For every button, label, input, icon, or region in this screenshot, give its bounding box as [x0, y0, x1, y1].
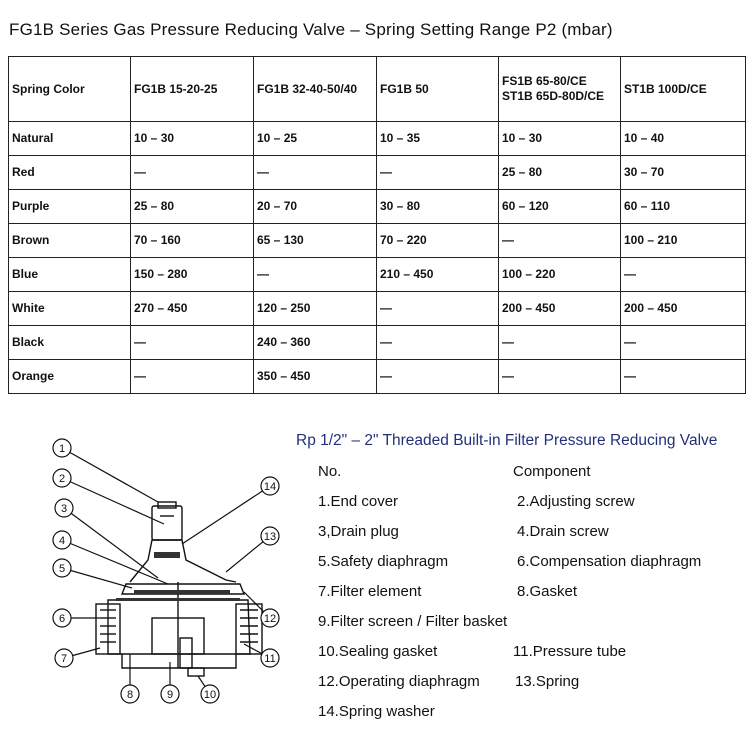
callout-number: 8	[126, 689, 134, 701]
callout-leader	[64, 508, 158, 578]
range-cell: 70 – 160	[131, 224, 254, 258]
callout-number: 9	[166, 689, 174, 701]
spring-color-cell: Black	[9, 326, 131, 360]
header-fs1b-st1b-65-80: FS1B 65-80/CE ST1B 65D-80D/CE	[499, 57, 621, 122]
callout-number: 11	[264, 653, 276, 665]
range-cell: 10 – 30	[499, 122, 621, 156]
table-row	[9, 122, 746, 156]
table-row	[9, 258, 746, 292]
range-cell: —	[499, 360, 621, 394]
legend-item: 10.Sealing gasket	[318, 643, 438, 660]
range-cell: 10 – 30	[131, 122, 254, 156]
range-cell: 10 – 25	[254, 122, 377, 156]
range-cell: —	[377, 156, 499, 190]
callout-leader	[62, 568, 132, 588]
legend-item: 6.Compensation diaphragm	[517, 553, 702, 570]
range-cell: 65 – 130	[254, 224, 377, 258]
table-row	[9, 224, 746, 258]
spring-color-cell: Natural	[9, 122, 131, 156]
range-cell: 25 – 80	[499, 156, 621, 190]
range-cell: 60 – 120	[499, 190, 621, 224]
callout-number: 12	[263, 613, 277, 625]
table-row	[9, 360, 746, 394]
range-cell: —	[499, 224, 621, 258]
table-body	[9, 122, 746, 394]
legend-item: 8.Gasket	[517, 583, 578, 600]
legend-item: 9.Filter screen / Filter basket	[318, 613, 508, 630]
range-cell: 100 – 210	[621, 224, 746, 258]
legend-item: 5.Safety diaphragm	[318, 553, 449, 570]
range-cell: —	[377, 360, 499, 394]
spring-color-cell: Blue	[9, 258, 131, 292]
end-cover-shape	[152, 506, 182, 540]
spring-range-table	[8, 56, 746, 394]
legend-header-no: No.	[318, 463, 342, 480]
callout-leader	[62, 478, 164, 524]
spring-color-cell: White	[9, 292, 131, 326]
range-cell: 30 – 70	[621, 156, 746, 190]
range-cell: —	[621, 258, 746, 292]
callout-number: 4	[58, 535, 66, 547]
range-cell: 240 – 360	[254, 326, 377, 360]
table-row	[9, 190, 746, 224]
spring-color-cell: Purple	[9, 190, 131, 224]
legend-header-component: Component	[513, 463, 591, 480]
spring-color-cell: Red	[9, 156, 131, 190]
range-cell: 10 – 35	[377, 122, 499, 156]
bonnet-shape	[130, 540, 236, 582]
legend-item: 1.End cover	[318, 493, 399, 510]
callout-number: 1	[58, 443, 66, 455]
legend-item: 7.Filter element	[318, 583, 422, 600]
header-st1b-100d: ST1B 100D/CE	[621, 57, 746, 122]
legend-item: 14.Spring washer	[318, 703, 435, 720]
legend-title: Rp 1/2" – 2" Threaded Built-in Filter Pressure Reducing Valve	[296, 432, 718, 449]
range-cell: 20 – 70	[254, 190, 377, 224]
table-row	[9, 326, 746, 360]
range-cell: 270 – 450	[131, 292, 254, 326]
callout-number: 14	[263, 481, 277, 493]
header-spring-color: Spring Color	[9, 57, 131, 122]
range-cell: 150 – 280	[131, 258, 254, 292]
range-cell: 60 – 110	[621, 190, 746, 224]
page-title: FG1B Series Gas Pressure Reducing Valve – Spring Setting Range P2 (mbar)	[9, 20, 613, 39]
range-cell: 10 – 40	[621, 122, 746, 156]
callout-leader	[62, 448, 158, 502]
range-cell: 120 – 250	[254, 292, 377, 326]
range-cell: —	[377, 326, 499, 360]
range-cell: 70 – 220	[377, 224, 499, 258]
callout-number: 6	[58, 613, 66, 625]
range-cell: —	[377, 292, 499, 326]
header-fg1b-32-40-50-40: FG1B 32-40-50/40	[254, 57, 377, 122]
valve-diagram	[30, 432, 292, 712]
callout-number: 10	[203, 689, 217, 701]
range-cell: —	[621, 360, 746, 394]
table-row	[9, 292, 746, 326]
range-cell: 350 – 450	[254, 360, 377, 394]
range-cell: 200 – 450	[499, 292, 621, 326]
legend-item: 11.Pressure tube	[513, 643, 627, 660]
range-cell: 200 – 450	[621, 292, 746, 326]
range-cell: 100 – 220	[499, 258, 621, 292]
spring-color-cell: Orange	[9, 360, 131, 394]
range-cell: 210 – 450	[377, 258, 499, 292]
range-cell: —	[131, 326, 254, 360]
callout-leader	[182, 486, 270, 544]
range-cell: —	[499, 326, 621, 360]
callout-number: 5	[58, 563, 66, 575]
legend-item: 2.Adjusting screw	[517, 493, 635, 510]
legend-item: 4.Drain screw	[517, 523, 609, 540]
range-cell: —	[131, 360, 254, 394]
callout-number: 2	[58, 473, 66, 485]
valve-body-shape	[108, 600, 250, 654]
range-cell: 30 – 80	[377, 190, 499, 224]
header-fg1b-15-20-25: FG1B 15-20-25	[131, 57, 254, 122]
callout-number: 3	[60, 503, 68, 515]
callout-number: 13	[263, 531, 277, 543]
table-header-row	[9, 57, 746, 122]
range-cell: —	[254, 156, 377, 190]
legend-item: 3,Drain plug	[318, 523, 399, 540]
legend-item: 12.Operating diaphragm	[318, 673, 480, 690]
range-cell: 25 – 80	[131, 190, 254, 224]
table-row	[9, 156, 746, 190]
range-cell: —	[131, 156, 254, 190]
spring-color-cell: Brown	[9, 224, 131, 258]
header-fg1b-50: FG1B 50	[377, 57, 499, 122]
callout-number: 7	[60, 653, 68, 665]
range-cell: —	[621, 326, 746, 360]
legend-item: 13.Spring	[515, 673, 580, 690]
range-cell: —	[254, 258, 377, 292]
